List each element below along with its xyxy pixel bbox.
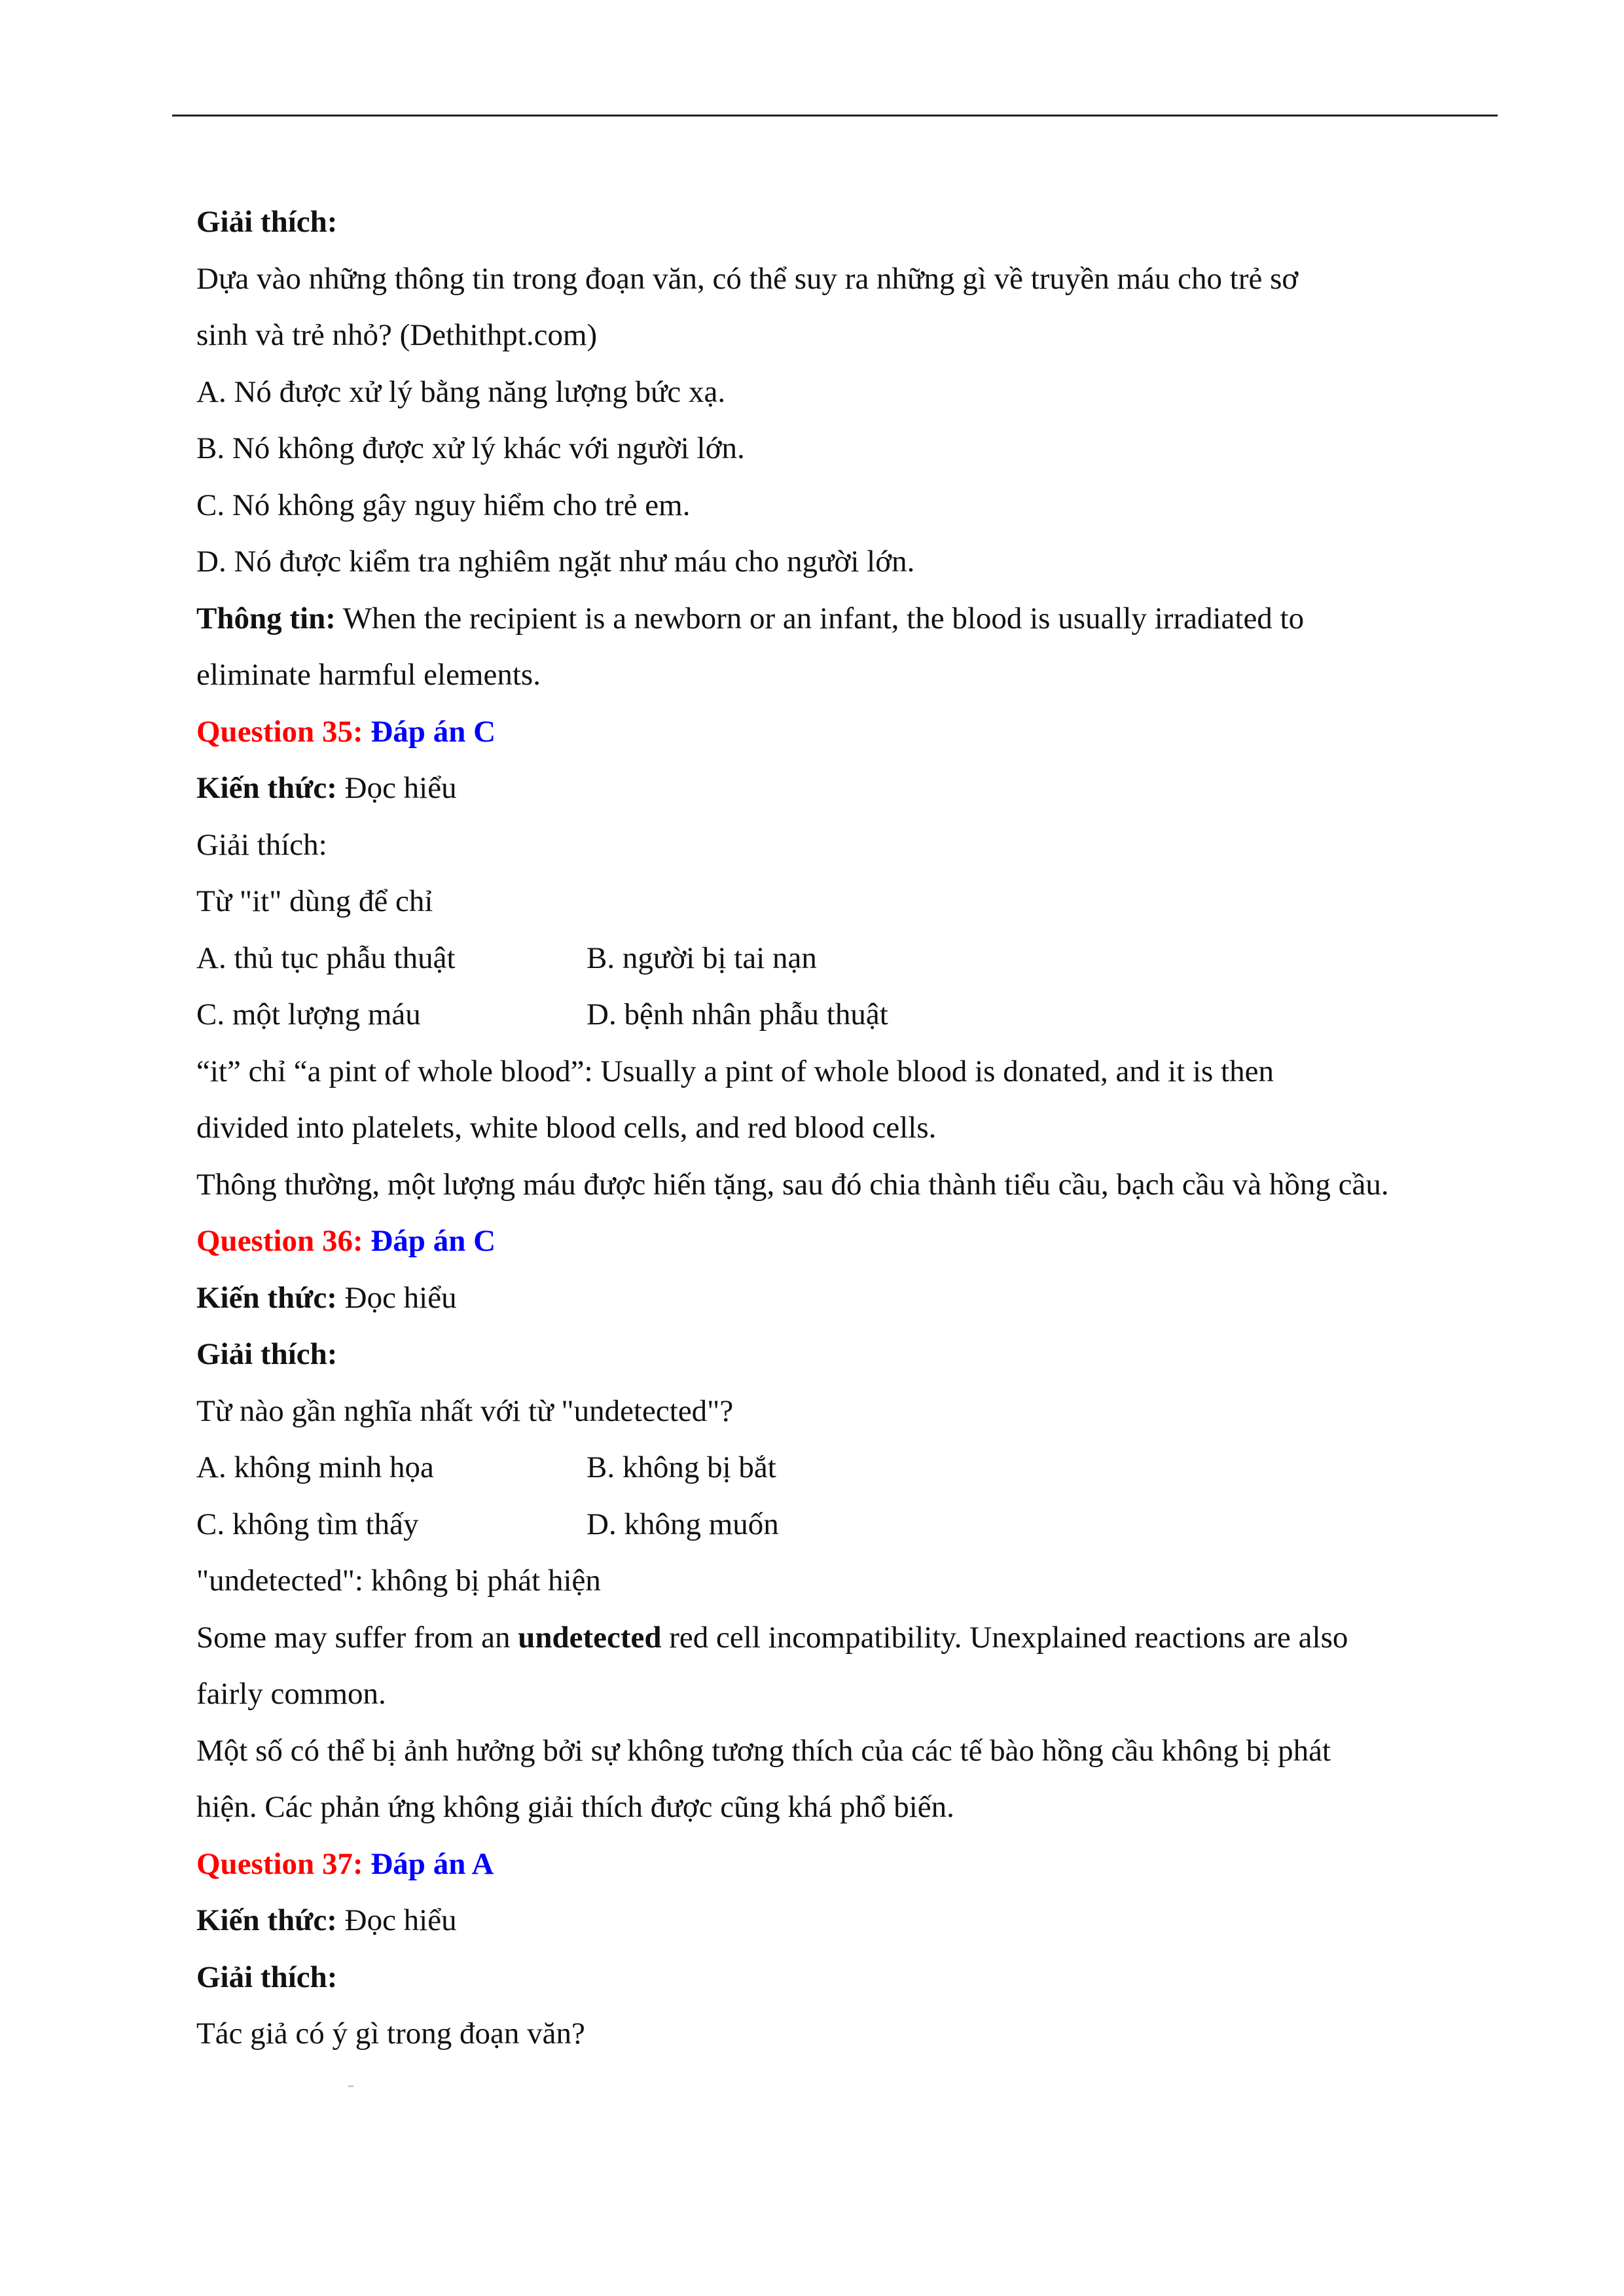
explanation-label: Giải thích:	[196, 1337, 338, 1371]
scan-mark	[348, 2085, 353, 2087]
info-text: When the recipient is a newborn or an infant, the blood is usually irradiated to	[342, 601, 1305, 636]
option-b: B. Nó không được xử lý khác với người lớn.	[196, 431, 745, 465]
options-row	[196, 930, 1492, 987]
option-a: A. thủ tục phẫu thuật	[196, 941, 456, 975]
question-heading	[196, 1836, 1492, 1893]
text-line	[196, 1609, 1492, 1666]
question-heading	[196, 704, 1492, 761]
option-c: C. Nó không gây nguy hiểm cho trẻ em.	[196, 488, 691, 522]
text-line: eliminate harmful elements.	[196, 658, 541, 692]
text-line: divided into platelets, white blood cells, and red blood cells.	[196, 1111, 937, 1145]
option-d: D. không muốn	[586, 1507, 779, 1541]
text-line: fairly common.	[196, 1677, 386, 1711]
answer-key: Đáp án C	[370, 714, 496, 749]
knowledge-label: Kiến thức:	[196, 771, 337, 805]
question-number: Question 35:	[196, 714, 363, 749]
text-line: hiện. Các phản ứng không giải thích được cũng khá phổ biến.	[196, 1790, 954, 1824]
text-line: "undetected": không bị phát hiện	[196, 1564, 601, 1598]
question-heading	[196, 1213, 1492, 1270]
option-b: B. không bị bắt	[586, 1450, 776, 1484]
knowledge-value: Đọc hiểu	[344, 771, 457, 805]
question-number: Question 36:	[196, 1224, 363, 1258]
option-a: A. Nó được xử lý bằng năng lượng bức xạ.	[196, 374, 726, 409]
option-a: A. không minh họa	[196, 1450, 434, 1484]
text-line: “it” chỉ “a pint of whole blood”: Usually a pint of whole blood is donated, and it is then	[196, 1054, 1274, 1088]
header-rule	[172, 115, 1498, 117]
explanation-label: Giải thích:	[196, 827, 327, 862]
page-content	[196, 194, 1492, 2062]
question-number: Question 37:	[196, 1846, 363, 1881]
knowledge-line	[196, 760, 1492, 817]
knowledge-value: Đọc hiểu	[344, 1280, 457, 1315]
knowledge-label: Kiến thức:	[196, 1280, 337, 1315]
knowledge-value: Đọc hiểu	[344, 1903, 457, 1937]
answer-key: Đáp án A	[370, 1846, 494, 1881]
option-b: B. người bị tai nạn	[586, 941, 817, 975]
question-text: Tác giả có ý gì trong đoạn văn?	[196, 2017, 585, 2051]
options-row	[196, 1496, 1492, 1553]
option-c: C. không tìm thấy	[196, 1507, 419, 1541]
options-row	[196, 1439, 1492, 1496]
text-segment: Some may suffer from an	[196, 1620, 511, 1655]
option-d: D. bệnh nhân phẫu thuật	[586, 997, 888, 1031]
text-line: sinh và trẻ nhỏ? (Dethithpt.com)	[196, 318, 598, 352]
explanation-label: Giải thích:	[196, 1960, 338, 1994]
answer-key: Đáp án C	[370, 1224, 496, 1258]
info-line	[196, 590, 1492, 647]
option-d: D. Nó được kiểm tra nghiêm ngặt như máu cho người lớn.	[196, 545, 915, 579]
knowledge-line	[196, 1892, 1492, 1949]
text-line: Thông thường, một lượng máu được hiến tặng, sau đó chia thành tiểu cầu, bạch cầu và hồng cầu.	[196, 1167, 1389, 1202]
info-label: Thông tin:	[196, 601, 336, 636]
section-label: Giải thích:	[196, 205, 338, 239]
emphasized-word: undetected	[518, 1620, 662, 1655]
option-c: C. một lượng máu	[196, 997, 421, 1031]
question-text: Từ "it" dùng để chỉ	[196, 884, 433, 918]
knowledge-label: Kiến thức:	[196, 1903, 337, 1937]
text-line: Dựa vào những thông tin trong đoạn văn, có thể suy ra những gì về truyền máu cho trẻ sơ	[196, 261, 1299, 296]
knowledge-line	[196, 1270, 1492, 1327]
text-line: Một số có thể bị ảnh hưởng bởi sự không tương thích của các tế bào hồng cầu không bị phát	[196, 1733, 1331, 1768]
question-text: Từ nào gần nghĩa nhất với từ "undetected"?	[196, 1393, 734, 1428]
options-row	[196, 986, 1492, 1043]
text-segment: red cell incompatibility. Unexplained reactions are also	[669, 1620, 1348, 1655]
